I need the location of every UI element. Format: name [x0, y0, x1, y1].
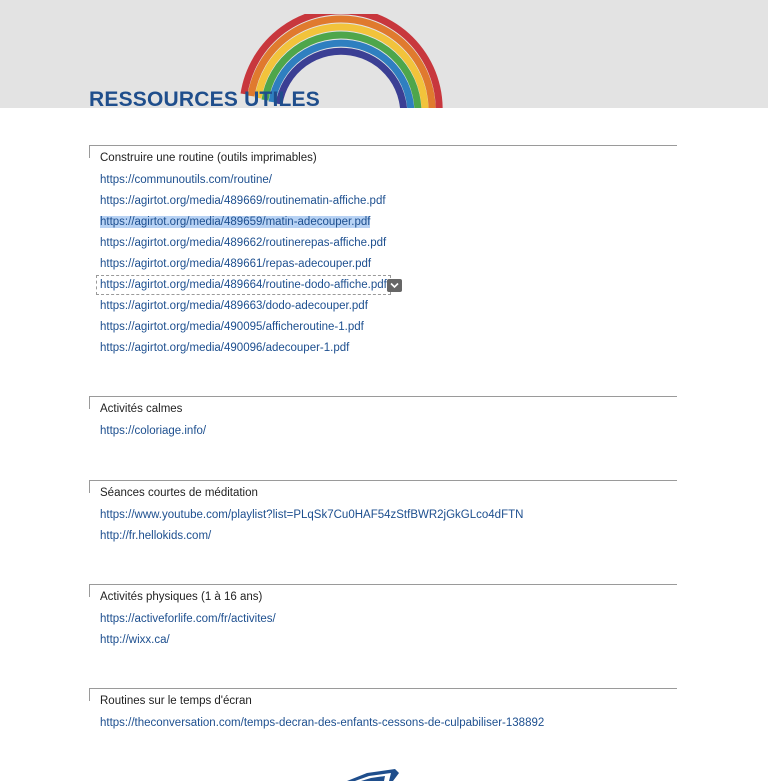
link-options-dropdown-button[interactable]: [387, 279, 402, 292]
page-header: [0, 0, 768, 108]
link-coloriage[interactable]: https://coloriage.info/: [100, 425, 207, 437]
link-matin-adecouper[interactable]: https://agirtot.org/media/489659/matin-adecouper.pdf: [100, 216, 371, 228]
link-afficheroutine[interactable]: https://agirtot.org/media/490095/afficheroutine-1.pdf: [100, 321, 364, 333]
section-divider: [89, 688, 677, 689]
section-title: Activités physiques (1 à 16 ans): [100, 591, 263, 603]
section-divider-tick: [89, 396, 90, 409]
section-meditation: [89, 480, 677, 550]
section-divider: [89, 396, 677, 397]
section-divider: [89, 480, 677, 481]
section-activites-physiques: [89, 584, 677, 654]
section-activites-calmes: [89, 396, 677, 446]
section-divider: [89, 584, 677, 585]
section-divider-tick: [89, 145, 90, 158]
link-repas-adecouper[interactable]: https://agirtot.org/media/489661/repas-adecouper.pdf: [100, 258, 372, 270]
link-adecouper[interactable]: https://agirtot.org/media/490096/adecouper-1.pdf: [100, 342, 350, 354]
page-title: RESSOURCES UTILES: [89, 88, 320, 108]
section-temps-ecran: [89, 688, 677, 738]
section-title: Séances courtes de méditation: [100, 487, 258, 499]
section-divider: [89, 145, 677, 146]
link-routine-dodo-affiche[interactable]: https://agirtot.org/media/489664/routine-dodo-affiche.pdf: [100, 279, 387, 291]
link-theconversation[interactable]: https://theconversation.com/temps-decran-des-enfants-cessons-de-culpabiliser-138892: [100, 717, 545, 729]
section-routine: [89, 145, 677, 360]
link-youtube-playlist[interactable]: https://www.youtube.com/playlist?list=PLqSk7Cu0HAF54zStfBWR2jGkGLco4dFTN: [100, 509, 524, 521]
section-title: Construire une routine (outils imprimables): [100, 152, 317, 164]
link-routinerepas-affiche[interactable]: https://agirtot.org/media/489662/routinerepas-affiche.pdf: [100, 237, 387, 249]
chevron-down-icon: [390, 282, 399, 289]
link-hellokids[interactable]: http://fr.hellokids.com/: [100, 530, 212, 542]
section-divider-tick: [89, 480, 90, 493]
section-divider-tick: [89, 584, 90, 597]
link-activeforlife[interactable]: https://activeforlife.com/fr/activites/: [100, 613, 276, 625]
link-dodo-adecouper[interactable]: https://agirtot.org/media/489663/dodo-adecouper.pdf: [100, 300, 368, 312]
section-divider-tick: [89, 688, 90, 701]
section-title: Routines sur le temps d'écran: [100, 695, 252, 707]
link-wixx[interactable]: http://wixx.ca/: [100, 634, 170, 646]
link-communoutils-routine[interactable]: https://communoutils.com/routine/: [100, 174, 272, 186]
link-routinematin-affiche[interactable]: https://agirtot.org/media/489669/routinematin-affiche.pdf: [100, 195, 386, 207]
section-title: Activités calmes: [100, 403, 183, 415]
footer-logo-icon: [345, 767, 405, 781]
